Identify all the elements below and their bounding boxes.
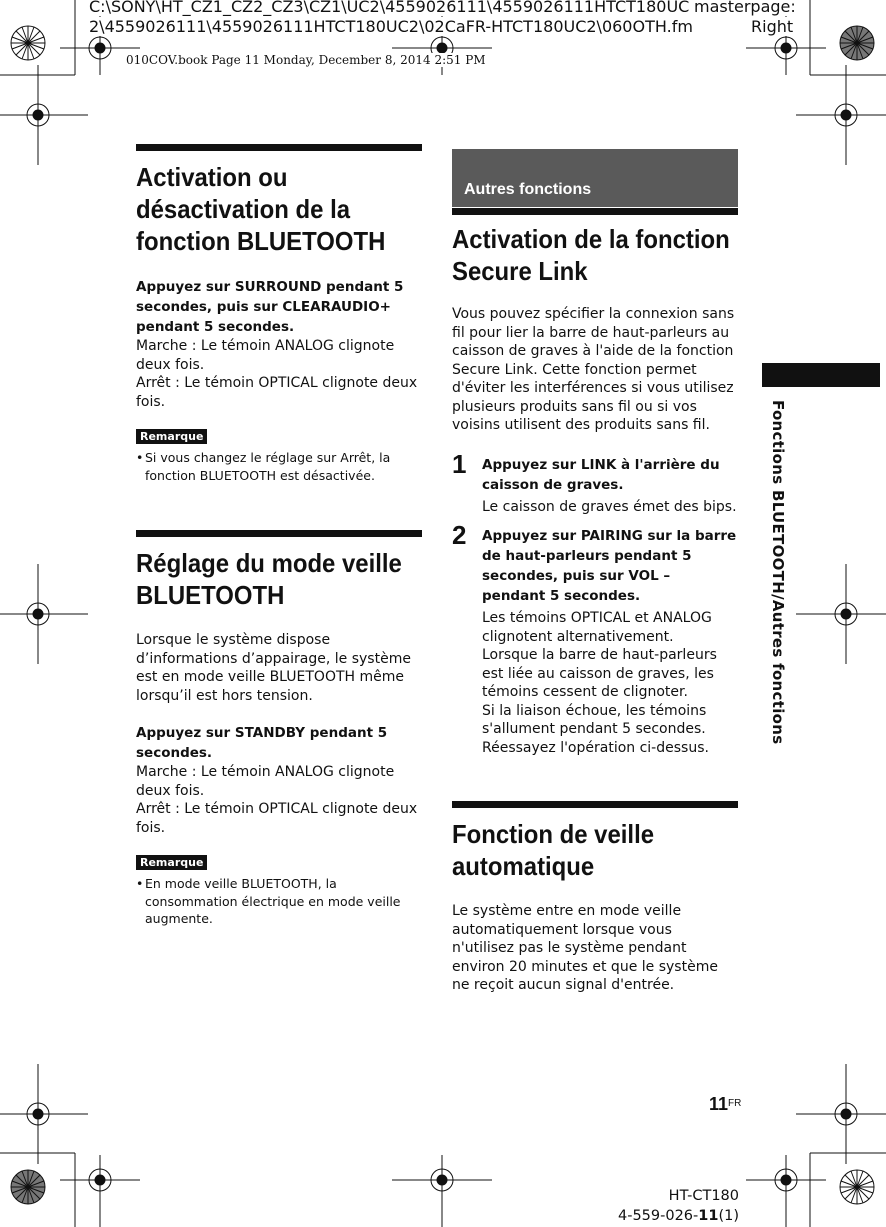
instruction-surround: Appuyez sur SURROUND pendant 5 secondes, puis sur CLEARAUDIO+ pendant 5 secondes. [136, 279, 404, 335]
section-rule [136, 144, 422, 151]
side-tab-marker [762, 363, 880, 387]
section-title-bluetooth-standby: Réglage du mode veille BLUETOOTH [136, 548, 402, 610]
secure-link-intro: Vous pouvez spécifier la connexion sans fil pour lier la barre de haut-parleurs au caisson de graves à l'aide de la fonction Secure Link. Cette fonction permet d'éviter les interférences si vous utilisez plusieurs produits sans fil ou si vos voisins utilisent des produits sans fil. [452, 306, 735, 433]
crosshair-icon [0, 8, 886, 1227]
right-column [452, 149, 738, 995]
book-stamp: 010COV.book Page 11 Monday, December 8, 2014 2:51 PM [126, 53, 486, 67]
left-column [136, 144, 422, 928]
section-title-auto-standby: Fonction de veille automatique [452, 819, 655, 881]
note-badge: Remarque [136, 855, 207, 870]
instruction-standby: Appuyez sur STANDBY pendant 5 secondes. [136, 725, 388, 761]
auto-standby-body: Le système entre en mode veille automatiquement lorsque vous n'utilisez pas le système pendant environ 20 minutes et que le système ne reçoit aucun signal d'entrée. [452, 903, 718, 993]
category-header [452, 149, 738, 207]
status-off-line: Arrêt : Le témoin OPTICAL clignote deux fois. [136, 375, 418, 410]
category-title: Autres fonctions [464, 181, 592, 198]
masterpage-value: Right [751, 17, 794, 36]
section-rule [452, 801, 738, 808]
section-rule [136, 530, 422, 537]
section-title-secure-link: Activation de la fonction Secure Link [452, 224, 730, 286]
step-instruction: Appuyez sur PAIRING sur la barre de haut-parleurs pendant 5 secondes, puis sur VOL – pendant 5 secondes. [482, 528, 737, 604]
page-number: $11^{FR}$ [709, 1094, 742, 1114]
section-rule [452, 208, 738, 215]
step-result: Le caisson de graves émet des bips. [482, 498, 737, 515]
step-instruction: Appuyez sur LINK à l'arrière du caisson de graves. [482, 456, 720, 493]
step-2 [452, 520, 738, 757]
step-1 [452, 448, 738, 517]
section-title-bluetooth-toggle: Activation ou désactivation de la fonction BLUETOOTH [136, 162, 386, 256]
model-number: HT-CT180 [668, 1188, 739, 1204]
document-code: 4-559-026-11(1) [617, 1208, 739, 1224]
step-number: 2 [452, 520, 467, 550]
masterpage-label: masterpage: [694, 0, 796, 16]
status-on-line: Marche : Le témoin ANALOG clignote deux fois. [136, 764, 395, 799]
file-path-line-1: C:\SONY\HT_CZ1_CZ2_CZ3\CZ1\UC2\4559026111\4559026111HTCT180UC [89, 0, 689, 16]
standby-intro: Lorsque le système dispose d’informations d’appairage, le système est en mode veille BLUETOOTH même lorsqu’il est hors tension. [136, 632, 411, 704]
status-off-line: Arrêt : Le témoin OPTICAL clignote deux fois. [136, 801, 418, 836]
step-result-failure: Si la liaison échoue, les témoins s'allument pendant 5 secondes. Réessayez l'opération ci-dessus. [482, 702, 709, 756]
note-item: • En mode veille BLUETOOTH, la consommation électrique en mode veille augmente. [136, 876, 401, 926]
note-badge: Remarque [136, 429, 207, 444]
note-item: • Si vous changez le réglage sur Arrêt, la fonction BLUETOOTH est désactivée. [136, 450, 391, 483]
step-result-linked: Lorsque la barre de haut-parleurs est liée au caisson de graves, les témoins cessent de clignoter. [482, 647, 717, 700]
step-number: 1 [452, 448, 467, 479]
step-result: Les témoins OPTICAL et ANALOG clignotent alternativement. [482, 610, 712, 645]
file-path-line-2: 2\4559026111\4559026111HTCT180UC2\02CaFR-HTCT180UC2\060OTH.fm [89, 17, 693, 36]
side-section-label: Fonctions BLUETOOTH/Autres fonctions [769, 400, 787, 745]
status-on-line: Marche : Le témoin ANALOG clignote deux fois. [136, 338, 395, 373]
